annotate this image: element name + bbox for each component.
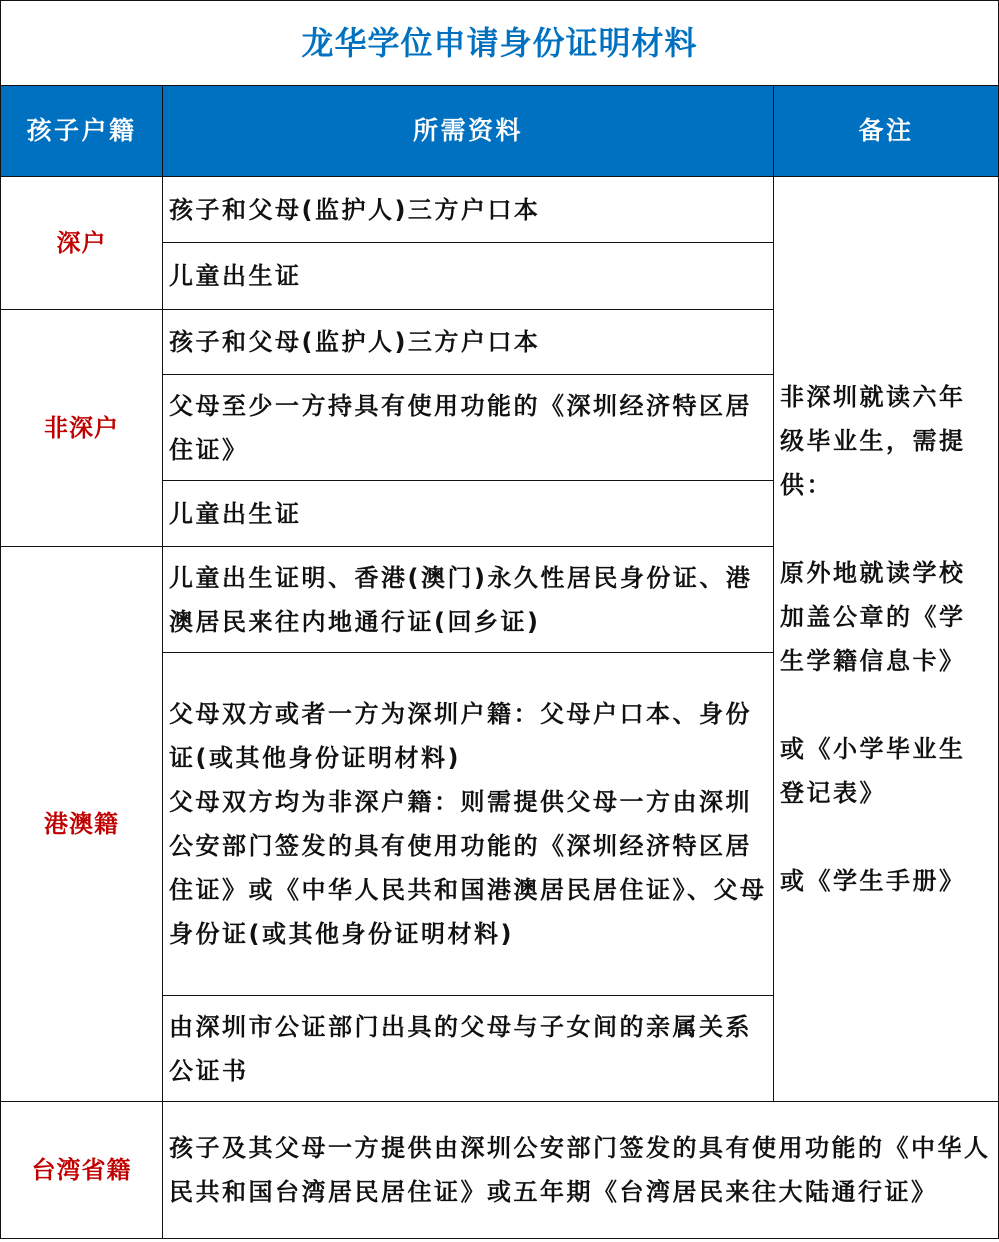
header-household: 孩子户籍 (1, 86, 163, 177)
category-non-shenzhen: 非深户 (1, 310, 163, 547)
header-materials: 所需资料 (163, 86, 774, 177)
material-item: 儿童出生证 (163, 243, 774, 310)
material-item (163, 653, 774, 996)
material-item: 儿童出生证 (163, 481, 774, 547)
material-item: 孩子和父母(监护人)三方户口本 (163, 177, 774, 243)
material-item: 孩子及其父母一方提供由深圳公安部门签发的具有使用功能的《中华人民共和国台湾居民居住证》或五年期《台湾居民来往大陆通行证》 (163, 1102, 999, 1239)
category-hk-macau: 港澳籍 (1, 547, 163, 1102)
page-title: 龙华学位申请身份证明材料 (1, 1, 999, 86)
material-item: 由深圳市公证部门出具的父母与子女间的亲属关系公证书 (163, 996, 774, 1102)
note-text: 原外地就读学校加盖公章的《学生学籍信息卡》 (780, 559, 966, 675)
header-notes: 备注 (774, 86, 999, 177)
material-item: 父母至少一方持具有使用功能的《深圳经济特区居住证》 (163, 375, 774, 481)
note-text: 非深圳就读六年级毕业生，需提供： (780, 383, 966, 499)
note-text: 或《小学毕业生登记表》 (780, 735, 966, 807)
material-item: 孩子和父母(监护人)三方户口本 (163, 310, 774, 375)
note-text: 或《学生手册》 (780, 867, 966, 895)
material-item: 儿童出生证明、香港(澳门)永久性居民身份证、港澳居民来往内地通行证(回乡证) (163, 547, 774, 653)
category-shenzhen: 深户 (1, 177, 163, 310)
material-text: 父母双方或者一方为深圳户籍：父母户口本、身份证(或其他身份证明材料) (169, 700, 752, 772)
material-text: 父母双方均为非深户籍：则需提供父母一方由深圳公安部门签发的具有使用功能的《深圳经济特区居住证》或《中华人民共和国港澳居民居住证》、父母身份证(或其他身份证明材料) (169, 788, 767, 948)
category-taiwan: 台湾省籍 (1, 1102, 163, 1239)
notes-cell (774, 177, 999, 1102)
